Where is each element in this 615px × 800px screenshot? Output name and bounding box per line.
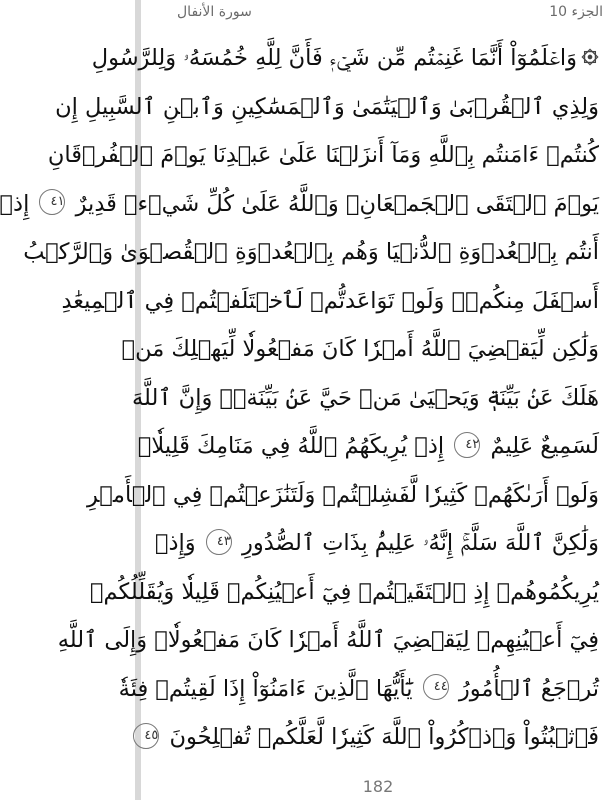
ayah-end-circle-icon: ٤٢: [454, 432, 480, 458]
verse-text: وَاعۡلَمُوٓاْ أَنَّمَا غَنِمۡتُم مِّن شَيۡءٖ فَأَنَّ لِلَّهِ خُمُسَهُۥ وَلِلرَّسُولِ: [91, 45, 577, 71]
page-header: [141, 0, 615, 30]
verse-line: [87, 471, 599, 520]
page-number: 182: [362, 777, 394, 796]
verse-line: [55, 83, 599, 132]
verse-text: وَلَٰكِنَّ ٱللَّهَ سَلَّمَۚ إِنَّهُۥ عَلِيمُۢ بِذَاتِ ٱلصُّدُورِ: [241, 530, 600, 556]
verse-line: [47, 131, 599, 180]
surah-name: سورة الأنفال: [177, 4, 252, 20]
verse-line: [0, 180, 599, 229]
verse-text: فِيٓ أَعۡيُنِهِمۡ لِيَقۡضِيَ ٱللَّهُ أَمۡرٗا كَانَ مَفۡعُولٗاۗ وَإِلَى ٱللَّهِ: [57, 627, 599, 653]
verse-text: هَلَكَ عَنۢ بَيِّنَةٖ وَيَحۡيَىٰ مَنۡ حَيَّ عَنۢ بَيِّنَةٖۗ وَإِنَّ ٱللَّهَ: [131, 384, 599, 411]
verse-text: يُرِيكُمُوهُمۡ إِذِ ٱلۡتَقَيۡتُمۡ فِيٓ أَعۡيُنِكُمۡ قَلِيلٗا وَيُقَلِّلُكُمۡ: [89, 578, 599, 605]
verse-text: تُرۡجَعُ ٱلۡأُمُورُ: [458, 675, 599, 702]
verse-text: أَنتُم بِٱلۡعُدۡوَةِ ٱلدُّنۡيَا وَهُم بِٱلۡعُدۡوَةِ ٱلۡقُصۡوَىٰ وَٱلرَّكۡبُ: [23, 239, 599, 265]
verse-text-continuation: إِذۡ يُرِيكَهُمُ ٱللَّهُ فِي مَنَامِكَ قَلِيلٗاۖ: [137, 433, 445, 459]
verse-text: لَسَمِيعٌ عَلِيمٌ: [490, 433, 599, 459]
verse-line: [91, 34, 599, 83]
verse-text-continuation: إِذۡ: [0, 190, 30, 217]
verse-line: [89, 568, 599, 617]
verse-text: وَلَوۡ أَرَىٰكَهُمۡ كَثِيرٗا لَّفَشِلۡتُمۡ وَلَتَنَٰزَعۡتُمۡ فِي ٱلۡأَمۡرِ: [87, 481, 599, 508]
verse-text: وَلَٰكِن لِّيَقۡضِيَ ٱللَّهُ أَمۡرٗا كَانَ مَفۡعُولٗا لِّيَهۡلِكَ مَنۡ: [121, 336, 599, 362]
verse-text: أَسۡفَلَ مِنكُمۡۚ وَلَوۡ تَوَاعَدتُّمۡ لَٱخۡتَلَفۡتُمۡ فِي ٱلۡمِيعَٰدِ: [61, 287, 599, 314]
verse-line: [61, 277, 599, 326]
verse-text: يَوۡمَ ٱلۡتَقَى ٱلۡجَمۡعَانِۗ وَٱللَّهُ عَلَىٰ كُلِّ شَيۡءٖ قَدِيرٌ: [75, 190, 599, 217]
verse-line: [121, 325, 599, 374]
ayah-end-circle-icon: ٤١: [39, 189, 65, 215]
quran-text-area: [0, 34, 600, 764]
verse-line: [23, 228, 599, 277]
verse-line: [144, 713, 599, 762]
verse-line: [155, 519, 599, 568]
juz-label: الجزء 10: [549, 4, 603, 20]
verse-text-continuation: يَٰٓأَيُّهَا ٱلَّذِينَ ءَامَنُوٓاْ إِذَا لَقِيتُمۡ فِئَةٗ: [118, 675, 413, 702]
verse-text: وَلِذِي ٱلۡقُرۡبَىٰ وَٱلۡيَتَٰمَىٰ وَٱلۡمَسَٰكِينِ وَٱبۡنِ ٱلسَّبِيلِ إِن: [55, 93, 599, 120]
verse-line: [57, 616, 599, 665]
verse-text: فَٱثۡبُتُواْ وَٱذۡكُرُواْ ٱللَّهَ كَثِيرٗا لَّعَلَّكُمۡ تُفۡلِحُونَ: [169, 724, 599, 750]
ayah-end-circle-icon: ٤٣: [206, 529, 232, 555]
verse-text-continuation: وَإِذۡ: [155, 530, 196, 556]
verse-text: كُنتُمۡ ءَامَنتُم بِٱللَّهِ وَمَآ أَنزَلۡنَا عَلَىٰ عَبۡدِنَا يَوۡمَ ٱلۡفُرۡقَانِ: [47, 142, 599, 168]
verse-line: [131, 374, 599, 423]
ayah-end-circle-icon: ٤٥: [133, 723, 159, 749]
verse-line: [118, 665, 599, 714]
verse-line: [137, 422, 599, 471]
rub-el-hizb-icon: [581, 48, 599, 66]
ayah-end-circle-icon: ٤٤: [423, 674, 449, 700]
